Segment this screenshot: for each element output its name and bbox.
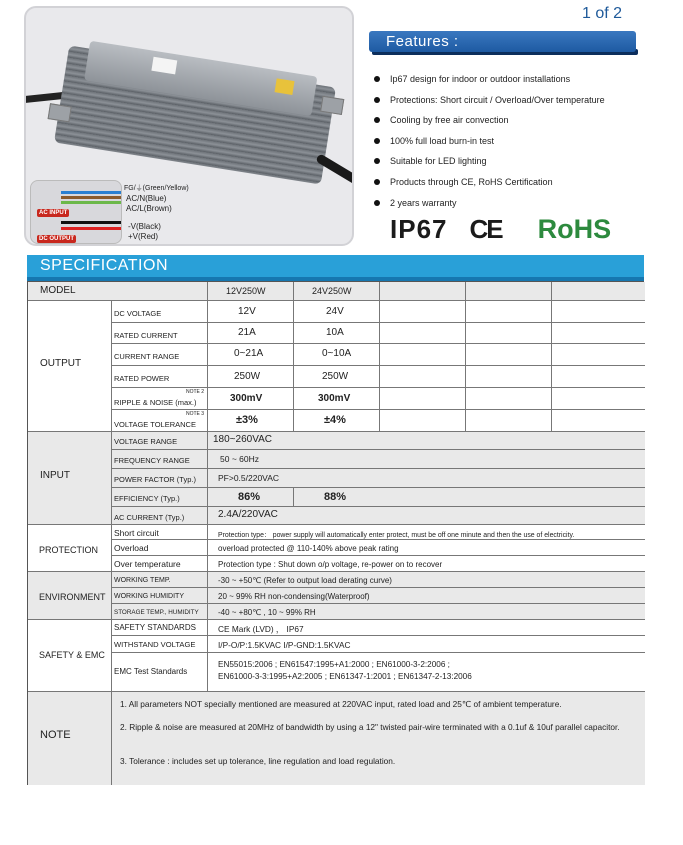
empty-cell	[552, 301, 645, 323]
empty-cell	[380, 344, 466, 366]
input-value-cell: 2.4A/220VAC	[208, 507, 645, 525]
environment-group-label: ENVIRONMENT	[39, 592, 106, 602]
empty-model-cell	[552, 282, 645, 301]
output-group-label: OUTPUT	[40, 358, 82, 369]
input-value-cell: 50 ~ 60Hz	[208, 450, 645, 469]
output-label-cell: CURRENT RANGE	[112, 344, 208, 366]
input-label-cell: AC CURRENT (Typ.)	[112, 507, 208, 525]
empty-cell	[380, 388, 466, 410]
bullet-icon	[374, 179, 380, 185]
model-1: 12V250W	[226, 286, 266, 296]
model-label: MODEL	[40, 285, 76, 296]
note-group-cell	[28, 692, 112, 785]
protection-value-cell: overload protected @ 110-140% above peak rating	[208, 540, 645, 556]
environment-label-cell: WORKING TEMP.	[112, 572, 208, 588]
safety-label-cell: WITHSTAND VOLTAGE	[112, 636, 208, 653]
environment-value-cell: 20 ~ 99% RH non-condensing(Waterproof)	[208, 588, 645, 604]
protection-label-cell: Overload	[112, 540, 208, 556]
rohs-logo: RoHS	[537, 213, 612, 244]
output-label-cell: RATED CURRENT	[112, 323, 208, 344]
feature-item: 100% full load burn-in test	[372, 134, 662, 155]
empty-cell	[380, 410, 466, 432]
empty-cell	[466, 301, 552, 323]
ce-mark-logo: CE	[469, 213, 502, 244]
output-value-cell: 250W	[208, 366, 294, 388]
feature-item: Products through CE, RoHS Certification	[372, 175, 662, 196]
dc-output-tag: DC OUTPUT	[39, 236, 74, 242]
bullet-icon	[374, 76, 380, 82]
output-value-cell: 300mV	[294, 388, 380, 410]
empty-cell	[552, 323, 645, 344]
feature-item: Suitable for LED lighting	[372, 154, 662, 175]
input-value-cell: 88%	[294, 488, 645, 507]
output-label-cell: NOTE 2 RIPPLE & NOISE (max.)	[112, 388, 208, 410]
input-label-cell: FREQUENCY RANGE	[112, 450, 208, 469]
input-value-cell: 86%	[208, 488, 294, 507]
environment-label-cell: WORKING HUMIDITY	[112, 588, 208, 604]
specification-title: SPECIFICATION	[40, 257, 168, 274]
feature-item: Cooling by free air convection	[372, 113, 662, 134]
output-value-cell: 21A	[208, 323, 294, 344]
bullet-icon	[374, 97, 380, 103]
note-group-label: NOTE	[40, 729, 71, 741]
output-value-cell: 0~10A	[294, 344, 380, 366]
bullet-icon	[374, 200, 380, 206]
input-group-cell	[28, 432, 112, 525]
power-supply-illustration	[43, 34, 348, 196]
environment-value-cell: -30 ~ +50℃ (Refer to output load derating curve)	[208, 572, 645, 588]
note-ref: NOTE 3	[186, 411, 205, 417]
input-group-label: INPUT	[40, 470, 70, 481]
model-header-cell	[28, 282, 208, 301]
feature-item: Protections: Short circuit / Overload/Over temperature	[372, 93, 662, 114]
empty-cell	[380, 301, 466, 323]
empty-cell	[552, 344, 645, 366]
empty-cell	[380, 323, 466, 344]
output-label-cell: NOTE 3 VOLTAGE TOLERANCE	[112, 410, 208, 432]
empty-cell	[466, 323, 552, 344]
wire-legend-positive: +V(Red)	[128, 232, 159, 241]
input-label-cell: EFFICIENCY (Typ.)	[112, 488, 208, 507]
protection-value-cell: Protection type： power supply will automatically enter protect, must be off one minute and then the use of electricity.	[208, 525, 645, 540]
model-cell	[208, 282, 294, 301]
environment-value-cell: -40 ~ +80℃ , 10 ~ 99% RH	[208, 604, 645, 620]
note-1: 1. All parameters NOT specially mentioned are measured at 220VAC input, rated load and 25℃ of ambient temperature.	[120, 699, 562, 709]
output-value-cell: 0~21A	[208, 344, 294, 366]
model-2: 24V250W	[312, 286, 352, 296]
input-value-cell: 180~260VAC	[208, 432, 645, 450]
ac-input-tag: AC INPUT	[39, 210, 68, 216]
features-list	[372, 72, 662, 216]
protection-group-label: PROTECTION	[39, 545, 99, 555]
safety-group-cell	[28, 620, 112, 692]
input-value-cell: PF>0.5/220VAC	[208, 469, 645, 488]
empty-cell	[380, 366, 466, 388]
wire-legend-negative: -V(Black)	[128, 222, 161, 231]
bullet-icon	[374, 117, 380, 123]
output-value-cell: ±3%	[208, 410, 294, 432]
protection-group-cell	[28, 525, 112, 572]
environment-group-cell	[28, 572, 112, 620]
wire-legend-acl: AC/L(Brown)	[126, 204, 172, 213]
empty-model-cell	[380, 282, 466, 301]
empty-model-cell	[466, 282, 552, 301]
product-photo	[24, 6, 354, 246]
features-title: Features :	[386, 33, 459, 50]
output-label-cell: DC VOLTAGE	[112, 301, 208, 323]
bullet-icon	[374, 138, 380, 144]
output-value-cell: 300mV	[208, 388, 294, 410]
input-label-cell: POWER FACTOR (Typ.)	[112, 469, 208, 488]
wire-legend-fg: FG/⏚(Green/Yellow)	[124, 185, 189, 192]
page-number: 1 of 2	[582, 5, 623, 22]
safety-value-cell: CE Mark (LVD) ， IP67	[208, 620, 645, 636]
output-value-cell: 250W	[294, 366, 380, 388]
ip67-logo: IP67	[390, 213, 448, 244]
safety-group-label: SAFETY & EMC	[39, 650, 105, 660]
note-2: 2. Ripple & noise are measured at 20MHz of bandwidth by using a 12" twisted pair-wire terminated with a 0.1uf & 10uf parallel capacitor.	[120, 722, 620, 732]
note-ref: NOTE 2	[186, 389, 205, 395]
certification-badges	[390, 210, 611, 248]
empty-cell	[552, 388, 645, 410]
empty-cell	[466, 366, 552, 388]
protection-label-cell: Short circuit	[112, 525, 208, 540]
specification-table	[27, 281, 644, 785]
environment-label-cell: STORAGE TEMP., HUMIDITY	[112, 604, 208, 620]
note-3: 3. Tolerance : includes set up tolerance, line regulation and load regulation.	[120, 756, 396, 766]
input-label-cell: VOLTAGE RANGE	[112, 432, 208, 450]
empty-cell	[552, 410, 645, 432]
output-value-cell: ±4%	[294, 410, 380, 432]
safety-label-cell: EMC Test Standards	[112, 653, 208, 692]
empty-cell	[466, 410, 552, 432]
output-value-cell: 24V	[294, 301, 380, 323]
bullet-icon	[374, 158, 380, 164]
output-value-cell: 12V	[208, 301, 294, 323]
safety-label-cell: SAFETY STANDARDS	[112, 620, 208, 636]
output-value-cell: 10A	[294, 323, 380, 344]
safety-value-cell: EN55015:2006 ; EN61547:1995+A1:2000 ; EN61000-3-2:2006 ; EN61000-3-3:1995+A2:2005 ; EN61347-1:2001 ; EN61347-2-13:2006	[208, 653, 645, 692]
feature-item: Ip67 design for indoor or outdoor installations	[372, 72, 662, 93]
wire-closeup	[30, 180, 122, 244]
protection-label-cell: Over temperature	[112, 556, 208, 572]
empty-cell	[466, 388, 552, 410]
model-cell	[294, 282, 380, 301]
output-group-cell	[28, 301, 112, 432]
empty-cell	[466, 344, 552, 366]
feature-item: 2 years warranty	[372, 196, 662, 217]
output-label-cell: RATED POWER	[112, 366, 208, 388]
protection-value-cell: Protection type : Shut down o/p voltage, re-power on to recover	[208, 556, 645, 572]
wire-legend-acn: AC/N(Blue)	[126, 194, 167, 203]
safety-value-cell: I/P-O/P:1.5KVAC I/P-GND:1.5KVAC	[208, 636, 645, 653]
empty-cell	[552, 366, 645, 388]
notes-cell	[112, 692, 645, 785]
